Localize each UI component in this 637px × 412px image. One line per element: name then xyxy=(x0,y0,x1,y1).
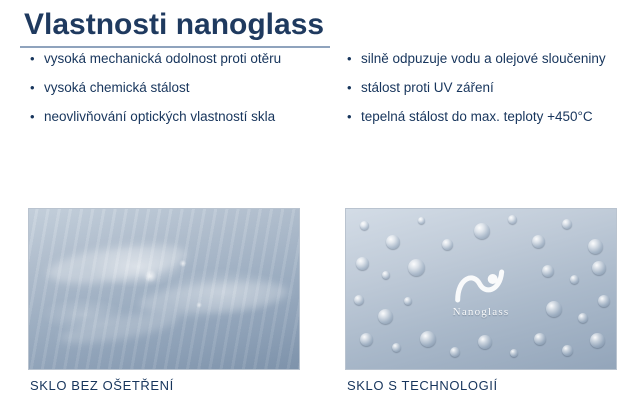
page-title: Vlastnosti nanoglass xyxy=(24,8,325,41)
treated-glass-photo xyxy=(345,208,617,370)
droplet xyxy=(598,295,610,307)
droplet xyxy=(360,221,369,230)
right-bullet-list xyxy=(345,50,635,126)
droplet xyxy=(588,239,603,254)
list-item: • vysoká chemická stálost xyxy=(28,79,328,97)
list-item: • neovlivňování optických vlastností skla xyxy=(28,108,328,126)
droplet xyxy=(508,215,517,224)
nanoglass-watermark xyxy=(453,266,510,318)
droplet xyxy=(532,235,545,248)
left-column xyxy=(28,50,328,137)
droplet xyxy=(592,261,606,275)
droplet xyxy=(478,335,492,349)
droplet xyxy=(356,257,369,270)
treated-glass-figure xyxy=(345,208,617,370)
droplet xyxy=(408,259,425,276)
droplet xyxy=(546,301,562,317)
list-item: • tepelná stálost do max. teploty +450°C xyxy=(345,108,635,126)
title-divider xyxy=(20,46,330,48)
nanoglass-logo-icon xyxy=(454,266,508,304)
droplet xyxy=(392,343,401,352)
droplet xyxy=(418,217,425,224)
droplet xyxy=(386,235,400,249)
list-item: • vysoká mechanická odolnost proti otěru xyxy=(28,50,328,68)
treated-glass-caption: SKLO S TECHNOLOGIÍ xyxy=(347,378,498,393)
droplet xyxy=(450,347,460,357)
droplet xyxy=(542,265,554,277)
droplet xyxy=(420,331,436,347)
droplet xyxy=(534,333,546,345)
droplet xyxy=(570,275,579,284)
list-item: • stálost proti UV záření xyxy=(345,79,635,97)
left-bullet-list xyxy=(28,50,328,126)
untreated-glass-figure xyxy=(28,208,300,370)
droplet xyxy=(474,223,490,239)
droplet xyxy=(562,345,573,356)
droplet xyxy=(562,219,572,229)
right-column xyxy=(345,50,635,137)
droplet xyxy=(378,309,393,324)
droplet xyxy=(510,349,518,357)
droplet xyxy=(354,295,364,305)
droplet xyxy=(382,271,390,279)
untreated-glass-caption: SKLO BEZ OŠETŘENÍ xyxy=(30,378,174,393)
list-item: • silně odpuzuje vodu a olejové sloučeniny xyxy=(345,50,635,68)
droplet xyxy=(404,297,412,305)
droplet xyxy=(360,333,373,346)
untreated-glass-photo xyxy=(28,208,300,370)
droplet xyxy=(590,333,605,348)
droplet xyxy=(578,313,588,323)
nanoglass-watermark-text: Nanoglass xyxy=(452,306,510,319)
droplet xyxy=(442,239,453,250)
